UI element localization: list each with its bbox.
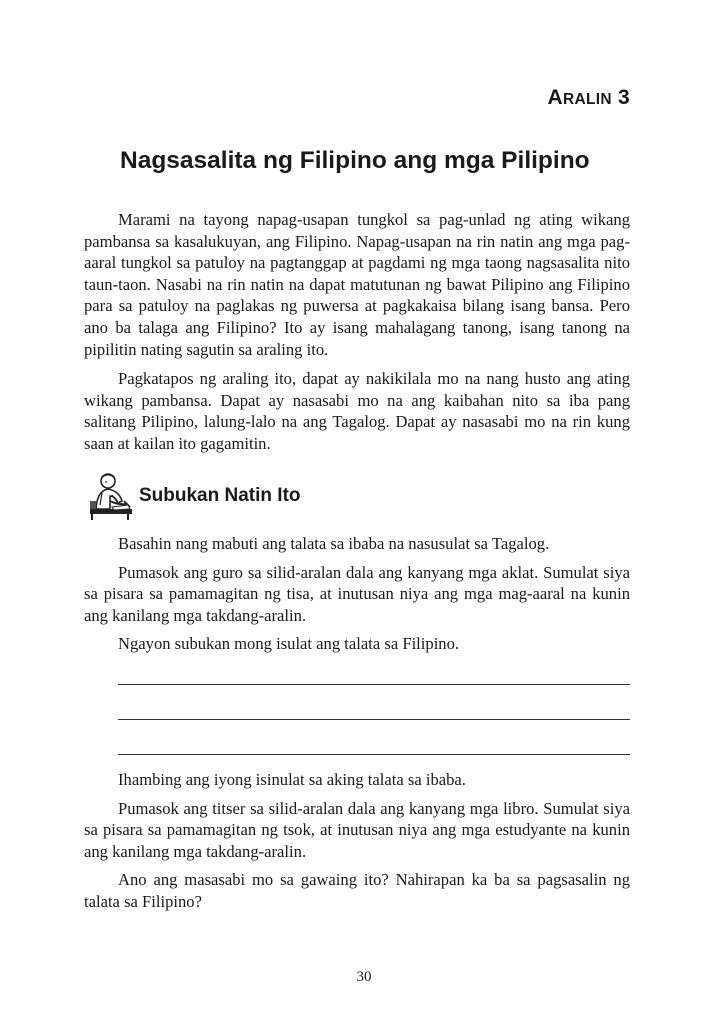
filipino-paragraph: Pumasok ang titser sa silid-aralan dala ang kanyang mga libro. Sumulat siya sa pisara sa pamamagitan ng tsok, at inutusan niya ang mga estudyante na kunin ang kanilang mga takdang-aralin.: [84, 798, 630, 861]
page-title: Nagsasalita ng Filipino ang mga Pilipino: [120, 147, 590, 174]
answer-line[interactable]: [118, 697, 630, 720]
lesson-word-rest: RALIN: [563, 91, 612, 108]
lesson-word-initial: A: [547, 86, 564, 109]
lesson-number: 3: [618, 86, 630, 109]
answer-line[interactable]: [118, 732, 630, 755]
intro-paragraph-1: Marami na tayong napag-usapan tungkol sa pag-unlad ng ating wikang pambansa sa kasalukuyan, ang Filipino. Napag-usapan na rin natin ang mga pag-aaral tungkol sa patuloy na pagtanggap at pagdami ng mga taong nagsasalita nito taun-taon. Nasabi na rin natin na dapat matutunan ng bawat Pilipino ang Filipino para sa patuloy na paglakas ng puwersa at pagkakaisa bilang isang bansa. Pero ano ba talaga ang Filipino? Ito ay isang mahalagang tanong, isang tanong na pipilitin nating sagutin sa araling ito.: [84, 210, 630, 359]
intro-paragraph-2: Pagkatapos ng araling ito, dapat ay nakikilala mo na nang husto ang ating wikang pambansa. Dapat ay nasasabi mo na ang kaibahan nito sa iba pang salitang Pilipino, lalung-lalo na ang Tagalog. Dapat ay nasasabi mo na rin kung saan at kailan ito gagamitin.: [84, 369, 630, 453]
intro-text: [84, 209, 630, 463]
lesson-label: [548, 86, 630, 110]
instruction-compare: Ihambing ang iyong isinulat sa aking talata sa ibaba.: [118, 769, 466, 789]
tagalog-paragraph: Pumasok ang guro sa silid-aralan dala ang kanyang mga aklat. Sumulat siya sa pisara sa pamamagitan ng tisa, at inutusan niya ang mga mag-aaral na kunin ang kanilang mga takdang-aralin.: [84, 562, 630, 625]
page-number: 30: [356, 969, 372, 985]
instruction-read: Basahin nang mabuti ang talata sa ibaba na nasusulat sa Tagalog.: [118, 534, 550, 553]
instruction-write: Ngayon subukan mong isulat ang talata sa Filipino.: [118, 634, 460, 654]
section-heading: [88, 471, 488, 521]
reflection-question: Ano ang masasabi mo sa gawaing ito? Nahirapan ka ba sa pagsasalin ng talata sa Filipino?: [84, 870, 630, 911]
answer-line[interactable]: [118, 662, 630, 685]
exercise-text: [84, 533, 630, 920]
student-writing-icon: [88, 471, 134, 521]
section-title: Subukan Natin Ito: [139, 485, 301, 506]
